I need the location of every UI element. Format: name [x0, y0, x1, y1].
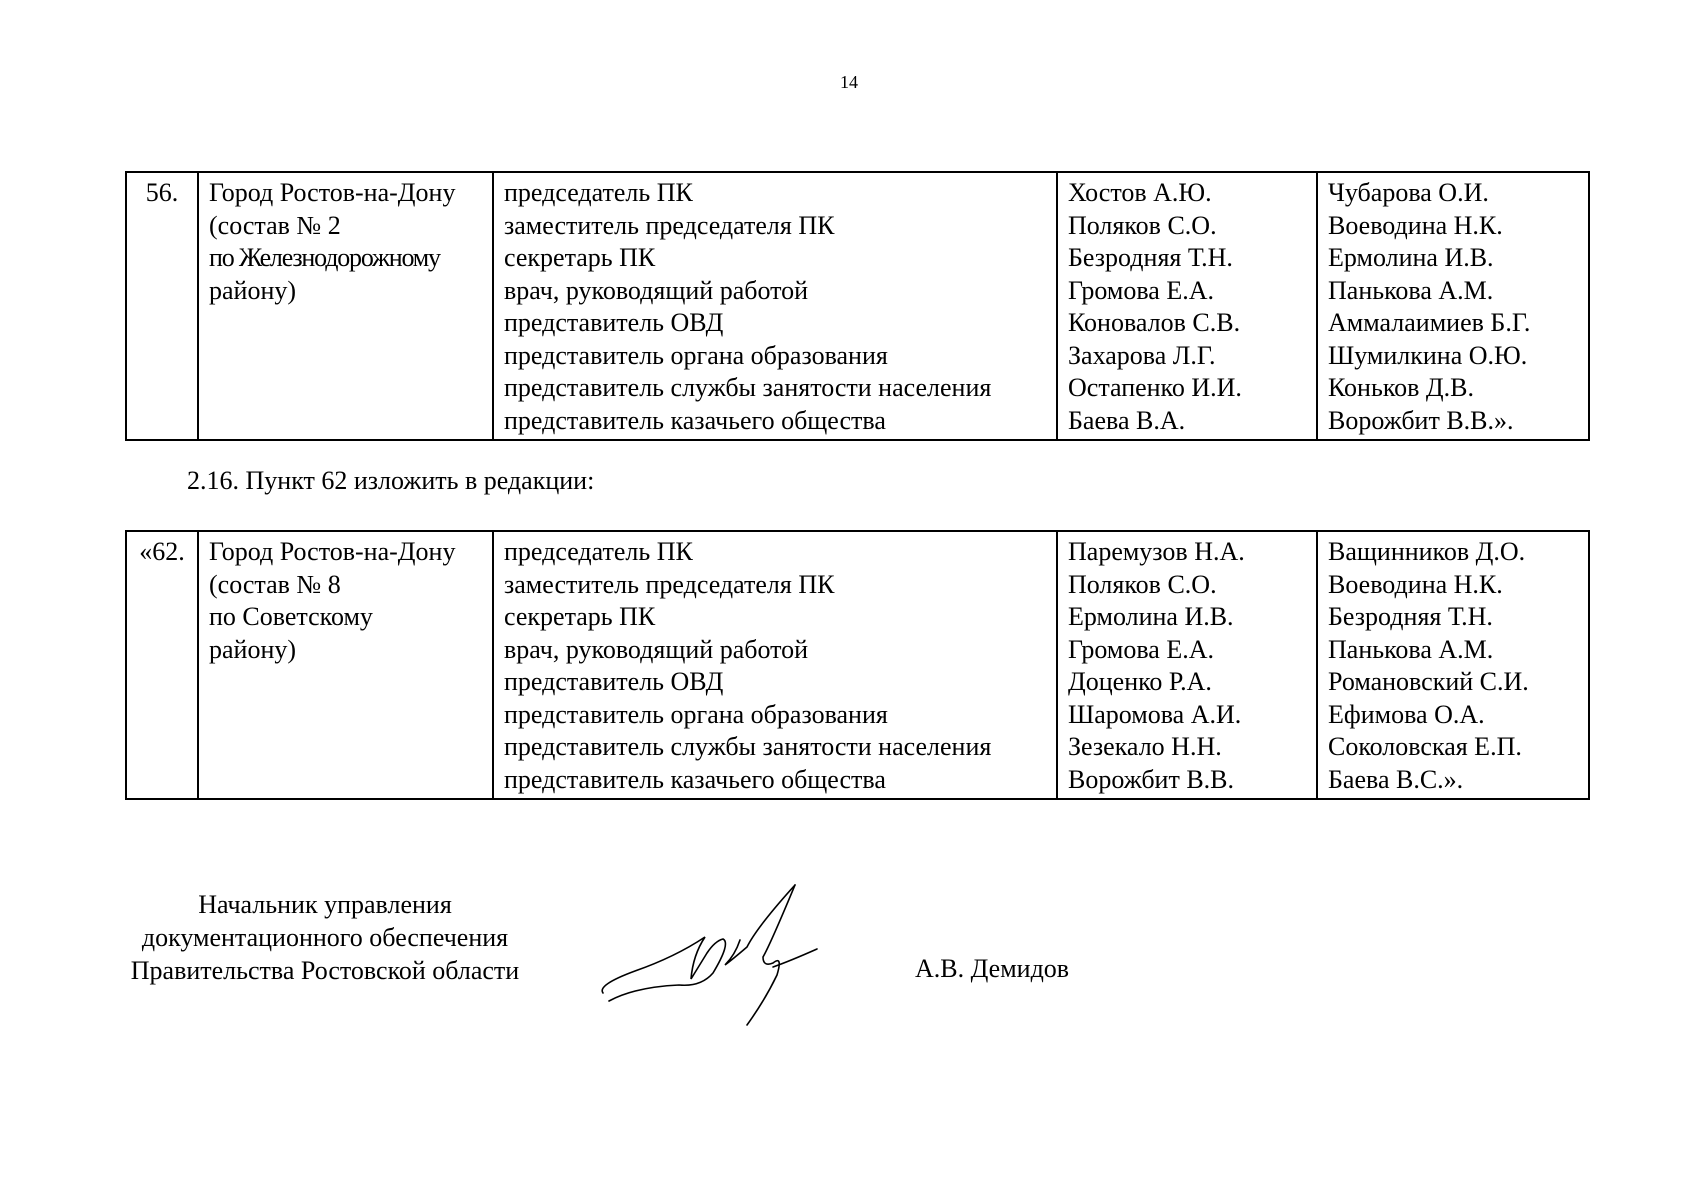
- amendment-paragraph: 2.16. Пункт 62 изложить в редакции:: [187, 466, 595, 495]
- reserve-name: Романовский С.И.: [1328, 667, 1529, 696]
- item-number: «62.: [126, 531, 198, 799]
- commission-table-56: [125, 171, 1590, 441]
- territory-line: Город Ростов-на-Дону: [209, 537, 456, 566]
- reserve-name: Шумилкина О.Ю.: [1328, 340, 1528, 370]
- reserve-name: Воеводина Н.К.: [1328, 210, 1503, 240]
- signatory-title-line: Правительства Ростовской области: [130, 956, 520, 985]
- territory-line: (состав № 8: [209, 569, 341, 599]
- positions-cell: [493, 172, 1057, 440]
- reserve-name: Чубарова О.И.: [1328, 178, 1489, 207]
- table-row: [126, 172, 1589, 440]
- position-item: представитель казачьего общества: [504, 764, 886, 794]
- reserve-name: Аммалаимиев Б.Г.: [1328, 308, 1531, 337]
- item-number: 56.: [126, 172, 198, 440]
- member-name: Шаромова А.И.: [1068, 699, 1242, 729]
- position-item: председатель ПК: [504, 178, 693, 207]
- position-item: представитель ОВД: [504, 308, 724, 337]
- member-name: Захарова Л.Г.: [1068, 340, 1216, 370]
- members-cell: [1057, 531, 1317, 799]
- reserve-name: Коньков Д.В.: [1328, 373, 1474, 402]
- territory-line: Город Ростов-на-Дону: [209, 178, 456, 207]
- reserve-name: Баева В.С.».: [1328, 764, 1464, 794]
- member-name: Баева В.А.: [1068, 405, 1186, 435]
- signatory-title: [100, 888, 550, 987]
- commission-table-62: [125, 530, 1590, 800]
- members-cell: [1057, 172, 1317, 440]
- territory-line: району): [209, 634, 297, 664]
- member-name: Ермолина И.В.: [1068, 602, 1234, 631]
- signatory-name: А.В. Демидов: [915, 954, 1070, 983]
- handwritten-signature: [595, 875, 865, 1035]
- territory-line: по Советскому: [209, 602, 373, 631]
- reserve-name: Ващинников Д.О.: [1328, 537, 1526, 566]
- reserve-name: Воеводина Н.К.: [1328, 569, 1503, 599]
- reserve-name: Соколовская Е.П.: [1328, 732, 1522, 761]
- member-name: Паремузов Н.А.: [1068, 537, 1245, 566]
- territory-line: (состав № 2: [209, 210, 341, 240]
- position-item: представитель ОВД: [504, 667, 724, 696]
- page-number: 14: [840, 72, 858, 92]
- reserve-name: Панькова А.М.: [1328, 275, 1494, 305]
- signatory-title-line: документационного обеспечения: [141, 923, 509, 952]
- member-name: Поляков С.О.: [1068, 569, 1217, 599]
- member-name: Безродняя Т.Н.: [1068, 243, 1233, 272]
- position-item: заместитель председателя ПК: [504, 210, 835, 240]
- position-item: представитель органа образования: [504, 340, 888, 370]
- reserve-name: Панькова А.М.: [1328, 634, 1494, 664]
- member-name: Громова Е.А.: [1068, 634, 1214, 664]
- member-name: Доценко Р.А.: [1068, 667, 1212, 696]
- territory-cell: [198, 531, 493, 799]
- position-item: представитель службы занятости населения: [504, 373, 992, 402]
- member-name: Громова Е.А.: [1068, 275, 1214, 305]
- reserve-name: Ермолина И.В.: [1328, 243, 1494, 272]
- position-item: секретарь ПК: [504, 602, 656, 631]
- member-name: Ворожбит В.В.: [1068, 764, 1235, 794]
- territory-cell: [198, 172, 493, 440]
- member-name: Поляков С.О.: [1068, 210, 1217, 240]
- territory-line: району): [209, 275, 297, 305]
- positions-cell: [493, 531, 1057, 799]
- position-item: представитель службы занятости населения: [504, 732, 992, 761]
- member-name: Коновалов С.В.: [1068, 308, 1241, 337]
- position-item: заместитель председателя ПК: [504, 569, 835, 599]
- member-name: Остапенко И.И.: [1068, 373, 1242, 402]
- position-item: представитель казачьего общества: [504, 405, 886, 435]
- reserve-name: Безродняя Т.Н.: [1328, 602, 1493, 631]
- reserve-name: Ворожбит В.В.».: [1328, 405, 1514, 435]
- reserves-cell: [1317, 172, 1589, 440]
- reserve-name: Ефимова О.А.: [1328, 699, 1485, 729]
- signatory-title-line: Начальник управления: [198, 890, 452, 919]
- position-item: секретарь ПК: [504, 243, 656, 272]
- position-item: председатель ПК: [504, 537, 693, 566]
- position-item: врач, руководящий работой: [504, 275, 809, 305]
- position-item: представитель органа образования: [504, 699, 888, 729]
- table-row: [126, 531, 1589, 799]
- position-item: врач, руководящий работой: [504, 634, 809, 664]
- territory-line: по Железнодорожному: [209, 243, 440, 272]
- reserves-cell: [1317, 531, 1589, 799]
- member-name: Зезекало Н.Н.: [1068, 732, 1222, 761]
- member-name: Хостов А.Ю.: [1068, 178, 1212, 207]
